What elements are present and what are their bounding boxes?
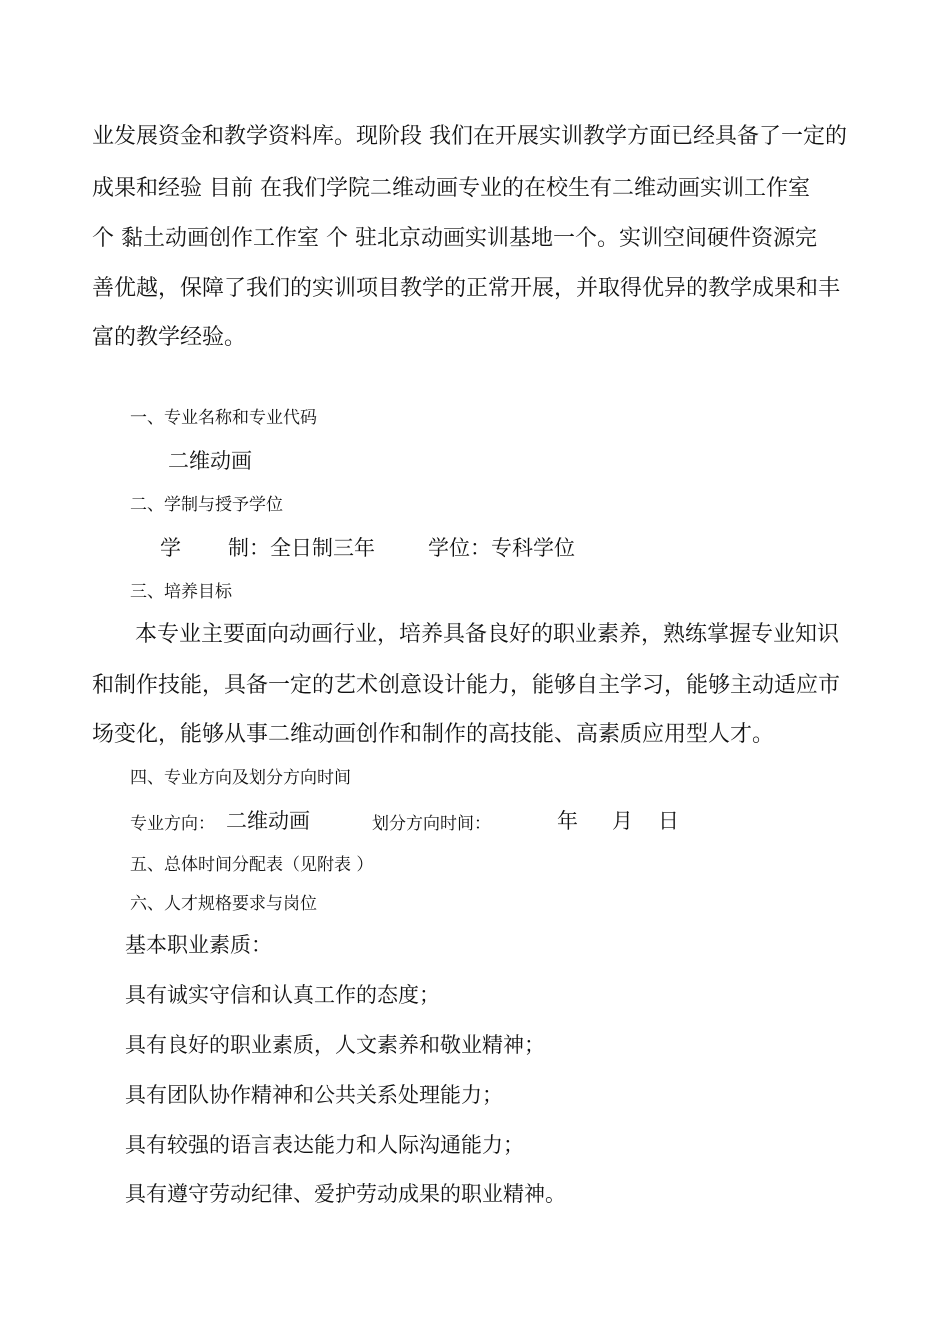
quality-item-4: 具有较强的语言表达能力和人际沟通能力； bbox=[125, 1133, 524, 1157]
section-6-heading: 六、人才规格要求与岗位 bbox=[130, 894, 317, 914]
intro-line-4: 善优越，保障了我们的实训项目教学的正常开展，并取得优异的教学成果和丰 bbox=[92, 276, 841, 301]
quality-item-3: 具有团队协作精神和公共关系处理能力； bbox=[125, 1083, 503, 1107]
quality-item-1: 具有诚实守信和认真工作的态度； bbox=[125, 983, 440, 1007]
major-name: 二维动画 bbox=[168, 449, 252, 473]
intro-line-1: 业发展资金和教学资料库。现阶段 我们在开展实训教学方面已经具备了一定的 bbox=[92, 124, 847, 149]
intro-line-5: 富的教学经验。 bbox=[92, 325, 247, 350]
split-time-month: 月 bbox=[612, 809, 633, 833]
split-time-day: 日 bbox=[658, 809, 679, 833]
section-2-heading: 二、学制与授予学位 bbox=[130, 495, 283, 515]
split-time-label: 划分方向时间： bbox=[372, 814, 491, 834]
intro-line-3: 个 黏土动画创作工作室 个 驻北京动画实训基地一个。实训空间硬件资源完 bbox=[92, 226, 817, 251]
objective-line-1: 本专业主要面向动画行业，培养具备良好的职业素养，熟练掌握专业知识 bbox=[135, 622, 840, 647]
objective-line-3: 场变化，能够从事二维动画创作和制作的高技能、高素质应用型人才。 bbox=[92, 722, 775, 747]
degree-value: 学位：专科学位 bbox=[428, 536, 575, 560]
intro-line-2: 成果和经验 目前 在我们学院二维动画专业的在校生有二维动画实训工作室 bbox=[92, 176, 810, 201]
quality-item-5: 具有遵守劳动纪律、爱护劳动成果的职业精神。 bbox=[125, 1182, 566, 1206]
section-5-heading: 五、总体时间分配表（见附表 ） bbox=[130, 855, 374, 875]
basic-quality-subheading: 基本职业素质： bbox=[125, 933, 272, 957]
split-time-year: 年 bbox=[557, 809, 578, 833]
direction-label: 专业方向： bbox=[130, 814, 215, 834]
section-1-heading: 一、专业名称和专业代码 bbox=[130, 408, 317, 428]
duration-label-char: 学 bbox=[160, 536, 181, 560]
section-3-heading: 三、培养目标 bbox=[130, 582, 232, 602]
duration-value: 制：全日制三年 bbox=[228, 536, 375, 560]
quality-item-2: 具有良好的职业素质，人文素养和敬业精神； bbox=[125, 1033, 545, 1057]
direction-value: 二维动画 bbox=[226, 809, 310, 833]
section-4-heading: 四、专业方向及划分方向时间 bbox=[130, 768, 351, 788]
objective-line-2: 和制作技能，具备一定的艺术创意设计能力，能够自主学习，能够主动适应市 bbox=[92, 673, 841, 698]
